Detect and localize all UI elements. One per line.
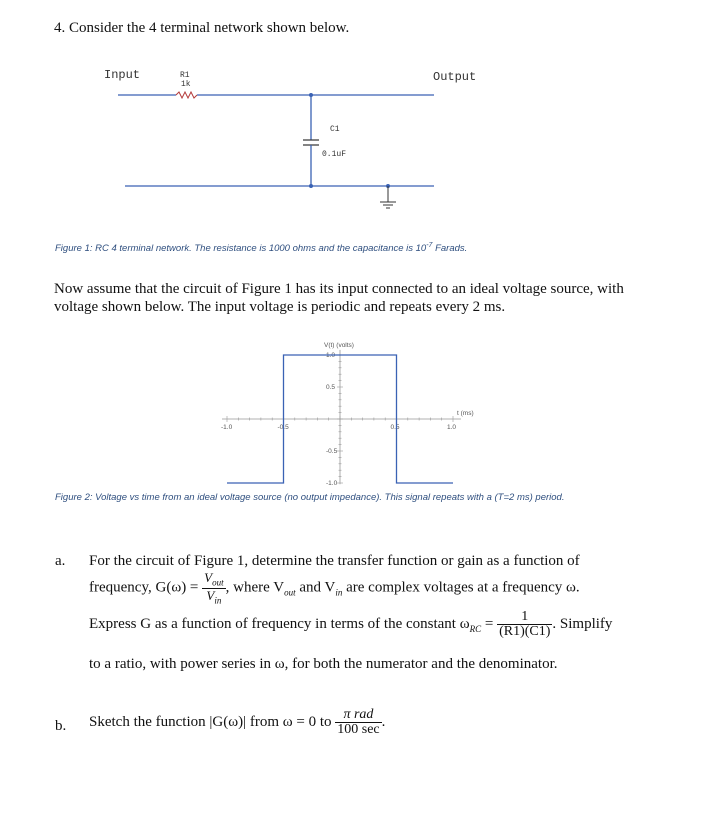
y-tick-label: -0.5 (326, 448, 338, 455)
input-label: Input (104, 68, 141, 82)
x-tick-label: 1.0 (447, 424, 457, 431)
part-a-line-2: frequency, G(ω) = $\frac{V_{out}}{V_{in}}$ , where $V_{out}$ and $V_{in}$ are complex voltages at a frequency ω. (89, 570, 580, 606)
x-tick-label: -0.5 (277, 424, 289, 431)
r1-label: R1 (180, 71, 190, 80)
intro-line-2: voltage shown below. The input voltage is periodic and repeats every 2 ms. (54, 299, 506, 315)
x-tick-label: 0.5 (390, 424, 400, 431)
intro-line-1: Now assume that the circuit of Figure 1 has its input connected to an ideal voltage source, with (54, 281, 624, 297)
r1-value: 1k (181, 80, 191, 89)
x-axis-label: t (ms) (457, 410, 474, 417)
part-b-label: b. (55, 718, 67, 734)
part-a-line-4: to a ratio, with power series in ω, for both the numerator and the denominator. (89, 656, 558, 672)
y-tick-label: 0.5 (326, 384, 336, 391)
y-tick-label: 1.0 (326, 352, 336, 359)
c1-value: 0.1uF (322, 150, 347, 159)
y-tick-label: -1.0 (326, 480, 338, 487)
part-a-line-1: For the circuit of Figure 1, determine the transfer function or gain as a function of (89, 553, 580, 569)
problem-header: 4. Consider the 4 terminal network shown below. (54, 20, 350, 36)
part-a-label: a. (55, 553, 66, 569)
c1-label: C1 (330, 125, 340, 134)
figure2-caption: Figure 2: Voltage vs time from an ideal voltage source (no output impedance). This signal repeats with a (T=2 ms) period. (55, 492, 565, 503)
part-b-line: Sketch the function |G(ω)| from ω = 0 to $\frac{\text{π rad}}{100 \sec}$ . (89, 707, 386, 737)
part-a-line-3: Express G as a function of frequency in terms of the constant $\omega_{RC}$ = $\frac{1}{(R1)(C1)}$ . Simplify (89, 609, 613, 639)
figure1-caption: Figure 1: RC 4 terminal network. The resistance is 1000 ohms and the capacitance is $10^{-7}$ Farads. (55, 242, 468, 255)
output-label: Output (433, 70, 477, 84)
x-tick-label: -1.0 (221, 424, 233, 431)
y-axis-label: V(t) (volts) (324, 342, 354, 349)
